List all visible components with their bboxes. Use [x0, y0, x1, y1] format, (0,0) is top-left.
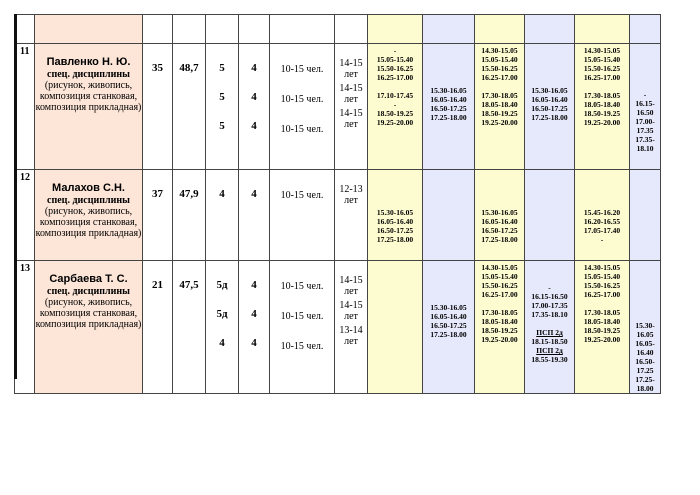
col-a-value: 5д: [216, 279, 228, 291]
schedule-wed-line: 16.50-17.25: [481, 226, 518, 235]
schedule-fri-line: 19.25-20.00: [583, 335, 621, 344]
col-b-value: 4: [251, 279, 257, 291]
age-range-value: 12-13 лет: [339, 184, 363, 206]
schedule-fri-line: 15.50-16.25: [583, 281, 621, 290]
schedule-table: [14, 14, 661, 394]
header-cell: [270, 15, 335, 44]
schedule-thu-line: ПСП 2д: [536, 328, 563, 337]
col-a: [206, 44, 239, 170]
group-size-value: 10-15 чел.: [280, 190, 324, 201]
group-size: [270, 170, 335, 261]
col-a-stack: [206, 170, 238, 200]
schedule-wed-line: 15.05-15.40: [481, 55, 518, 64]
schedule-wed: [475, 170, 525, 261]
schedule-thu-line: 17.25-18.00: [531, 113, 568, 122]
col-a-value: 5д: [216, 308, 228, 320]
schedule-fri-line: 17.30-18.05: [583, 91, 621, 100]
schedule-thu-line: -: [548, 283, 551, 292]
schedule-thu-line: 16.05-16.40: [531, 95, 568, 104]
schedule-fri-line: [575, 299, 629, 308]
group-size-value: 10-15 чел.: [280, 311, 324, 322]
age-range-value: 13-14 лет: [339, 325, 363, 347]
schedule-thu-line: 17.35-18.10: [531, 310, 568, 319]
age-range-value: 14-15 лет: [339, 300, 363, 322]
schedule-mon-line: 17.25-18.00: [376, 235, 414, 244]
schedule-tue: [423, 261, 475, 394]
schedule-fri: [575, 261, 630, 394]
schedule-thu-line: 15.30-16.05: [531, 86, 568, 95]
teacher-subjects: (рисунок, живопись, композиция станковая, композиция прикладная): [35, 206, 142, 239]
col-a-value: 4: [219, 188, 225, 200]
schedule-fri-line: -: [600, 235, 604, 244]
schedule-fri-line: 17.05-17.40: [583, 226, 621, 235]
schedule-fri-line: 18.05-18.40: [583, 317, 621, 326]
schedule-wed-line: 15.50-16.25: [481, 281, 518, 290]
teacher-row: [15, 261, 661, 394]
header-cell-name: [35, 15, 143, 44]
row-number: 11: [15, 44, 35, 170]
schedule-mon-line: 16.05-16.40: [376, 217, 414, 226]
header-cell: [239, 15, 270, 44]
schedule-wed: [475, 44, 525, 170]
schedule-mon-line: 18.50-19.25: [376, 109, 414, 118]
schedule-thu: [525, 44, 575, 170]
col-a-stack: [206, 261, 238, 349]
schedule-wed-line: 16.25-17.00: [481, 290, 518, 299]
schedule-tue-line: 16.50-17.25: [430, 321, 467, 330]
schedule-sat-line: -: [643, 90, 647, 99]
schedule-sat: [630, 261, 661, 394]
teacher-subjects: (рисунок, живопись, композиция станковая, композиция прикладная): [35, 80, 142, 113]
schedule-tue-line: 15.30-16.05: [430, 303, 467, 312]
group-size: [270, 44, 335, 170]
teacher-cell: [35, 170, 143, 261]
col-b-stack: [239, 261, 269, 349]
schedule-sat-line: 17.25-18.00: [635, 375, 655, 393]
schedule-mon-line: 16.25-17.00: [376, 73, 414, 82]
schedule-sat-line: 16.15-16.50: [635, 99, 655, 117]
schedule-sat-line: 17.00-17.35: [635, 117, 655, 135]
schedule-wed-line: 16.25-17.00: [481, 73, 518, 82]
group-size: [270, 261, 335, 394]
schedule-fri-line: 14.30-15.05: [583, 46, 621, 55]
col-b-value: 4: [251, 337, 257, 349]
teacher-spec: спец. дисциплины: [47, 69, 130, 80]
schedule-wed-line: 18.50-19.25: [481, 109, 518, 118]
age-range: [335, 44, 368, 170]
students-count: 35: [143, 44, 173, 170]
schedule-wed-line: 17.25-18.00: [481, 235, 518, 244]
schedule-fri: [575, 170, 630, 261]
schedule-wed-line: 15.50-16.25: [481, 64, 518, 73]
schedule-fri-line: 16.25-17.00: [583, 73, 621, 82]
schedule-fri: [575, 44, 630, 170]
schedule-wed-line: 17.30-18.05: [481, 308, 518, 317]
col-a: [206, 170, 239, 261]
age-range-stack: [335, 170, 367, 206]
col-b: [239, 44, 270, 170]
schedule-wed-line: 17.30-18.05: [481, 91, 518, 100]
schedule-fri-line: 14.30-15.05: [583, 263, 621, 272]
schedule-wed-line: [475, 82, 524, 91]
teacher-row: [15, 44, 661, 170]
row-number: 12: [15, 170, 35, 261]
group-size-value: 10-15 чел.: [280, 281, 324, 292]
schedule-wed-line: 19.25-20.00: [481, 118, 518, 127]
row-number: 13: [15, 261, 35, 394]
hours-value: 48,7: [173, 44, 206, 170]
schedule-wed-line: 18.50-19.25: [481, 326, 518, 335]
col-b: [239, 170, 270, 261]
schedule-fri-line: [575, 82, 629, 91]
header-cell-num: [15, 15, 35, 44]
schedule-thu: [525, 170, 575, 261]
col-a-stack: [206, 44, 238, 132]
left-border-bar: [14, 14, 17, 379]
col-a: [206, 261, 239, 394]
age-range-value: 14-15 лет: [339, 275, 363, 297]
group-size-stack: [270, 44, 334, 135]
schedule-sat-line: 16.05-16.40: [635, 339, 655, 357]
col-a-value: 4: [219, 337, 225, 349]
schedule-mon-line: 16.50-17.25: [376, 226, 414, 235]
schedule-mon-line: 17.10-17.45: [376, 91, 414, 100]
col-b: [239, 261, 270, 394]
col-b-value: 4: [251, 91, 257, 103]
schedule-mon: [368, 44, 423, 170]
group-size-value: 10-15 чел.: [280, 64, 324, 75]
schedule-fri-line: 18.50-19.25: [583, 109, 621, 118]
schedule-mon-line: -: [393, 46, 397, 55]
schedule-fri-line: 16.20-16.55: [583, 217, 621, 226]
group-size-value: 10-15 чел.: [280, 341, 324, 352]
students-count: 37: [143, 170, 173, 261]
teacher-row: [15, 170, 661, 261]
schedule-fri-line: 18.50-19.25: [583, 326, 621, 335]
schedule-sat: [630, 44, 661, 170]
schedule-thu-line: [525, 319, 574, 328]
col-b-value: 4: [251, 62, 257, 74]
schedule-fri-line: 17.30-18.05: [583, 308, 621, 317]
schedule-wed-line: 18.05-18.40: [481, 100, 518, 109]
teacher-subjects: (рисунок, живопись, композиция станковая, композиция прикладная): [35, 297, 142, 330]
teacher-cell: [35, 261, 143, 394]
age-range-value: 14-15 лет: [339, 108, 363, 130]
group-size-value: 10-15 чел.: [280, 94, 324, 105]
hours-value: 47,5: [173, 261, 206, 394]
schedule-mon-line: 15.30-16.05: [376, 208, 414, 217]
col-b-value: 4: [251, 308, 257, 320]
schedule-sat-line: 16.50-17.25: [635, 357, 655, 375]
header-cell-mon: [368, 15, 423, 44]
group-size-stack: [270, 261, 334, 352]
schedule-fri-line: 15.05-15.40: [583, 272, 621, 281]
schedule-wed-line: 16.05-16.40: [481, 217, 518, 226]
schedule-mon: [368, 170, 423, 261]
schedule-wed-line: [475, 299, 524, 308]
header-cell-fri: [575, 15, 630, 44]
schedule-wed-line: 15.05-15.40: [481, 272, 518, 281]
group-size-stack: [270, 170, 334, 201]
schedule-sat-line: 15.30-16.05: [635, 321, 655, 339]
schedule-mon: [368, 261, 423, 394]
schedule-thu-line: 16.50-17.25: [531, 104, 568, 113]
schedule-wed-line: 19.25-20.00: [481, 335, 518, 344]
schedule-sat-line: 17.35-18.10: [635, 135, 655, 153]
schedule-tue-line: 16.50-17.25: [430, 104, 467, 113]
teacher-name: Павленко Н. Ю.: [46, 56, 131, 68]
col-a-value: 5: [219, 91, 225, 103]
schedule-tue-line: 17.25-18.00: [430, 113, 467, 122]
header-cell: [173, 15, 206, 44]
schedule-fri-line: 16.25-17.00: [583, 290, 621, 299]
schedule-tue: [423, 170, 475, 261]
header-cell-sat: [630, 15, 661, 44]
age-range-value: 14-15 лет: [339, 58, 363, 80]
hours-value: 47,9: [173, 170, 206, 261]
col-a-value: 5: [219, 62, 225, 74]
schedule-wed-line: 18.05-18.40: [481, 317, 518, 326]
schedule-tue: [423, 44, 475, 170]
teacher-spec: спец. дисциплины: [47, 195, 130, 206]
schedule-thu: [525, 261, 575, 394]
teacher-cell: [35, 44, 143, 170]
col-b-stack: [239, 170, 269, 200]
schedule-fri-line: 15.50-16.25: [583, 64, 621, 73]
schedule-thu-line: 18.15-18.50: [531, 337, 568, 346]
schedule-fri-line: 15.45-16.20: [583, 208, 621, 217]
schedule-sat: [630, 170, 661, 261]
schedule-wed: [475, 261, 525, 394]
schedule-thu-line: 18.55-19.30: [531, 355, 568, 364]
header-cell: [335, 15, 368, 44]
teacher-name: Малахов С.Н.: [52, 182, 125, 194]
header-cell: [143, 15, 173, 44]
schedule-thu-line: 17.00-17.35: [531, 301, 568, 310]
header-cell-tue: [423, 15, 475, 44]
students-count: 21: [143, 261, 173, 394]
schedule-tue-line: 16.05-16.40: [430, 95, 467, 104]
schedule-mon-line: 15.50-16.25: [376, 64, 414, 73]
age-range-stack: [335, 44, 367, 130]
age-range: [335, 261, 368, 394]
col-b-value: 4: [251, 120, 257, 132]
schedule-thu-line: 16.15-16.50: [531, 292, 568, 301]
col-a-value: 5: [219, 120, 225, 132]
schedule-fri-line: 15.05-15.40: [583, 55, 621, 64]
group-size-value: 10-15 чел.: [280, 124, 324, 135]
teacher-name: Сарбаева Т. С.: [49, 273, 128, 285]
header-cell: [206, 15, 239, 44]
schedule-fri-line: 19.25-20.00: [583, 118, 621, 127]
header-cell-wed: [475, 15, 525, 44]
schedule-tue-line: 17.25-18.00: [430, 330, 467, 339]
schedule-wed-line: 14.30-15.05: [481, 46, 518, 55]
schedule-mon-line: [368, 82, 422, 91]
age-range-stack: [335, 261, 367, 347]
col-b-value: 4: [251, 188, 257, 200]
schedule-tue-line: 15.30-16.05: [430, 86, 467, 95]
col-b-stack: [239, 44, 269, 132]
age-range-value: 14-15 лет: [339, 83, 363, 105]
header-cell-thu: [525, 15, 575, 44]
schedule-mon-line: 19.25-20.00: [376, 118, 414, 127]
schedule-fri-line: 18.05-18.40: [583, 100, 621, 109]
schedule-thu-line: ПСП 2д: [536, 346, 563, 355]
header-row: [15, 15, 661, 44]
schedule-mon-line: -: [393, 100, 397, 109]
teacher-spec: спец. дисциплины: [47, 286, 130, 297]
age-range: [335, 170, 368, 261]
schedule-mon-line: 15.05-15.40: [376, 55, 414, 64]
schedule-tue-line: 16.05-16.40: [430, 312, 467, 321]
schedule-wed-line: 14.30-15.05: [481, 263, 518, 272]
schedule-wed-line: 15.30-16.05: [481, 208, 518, 217]
